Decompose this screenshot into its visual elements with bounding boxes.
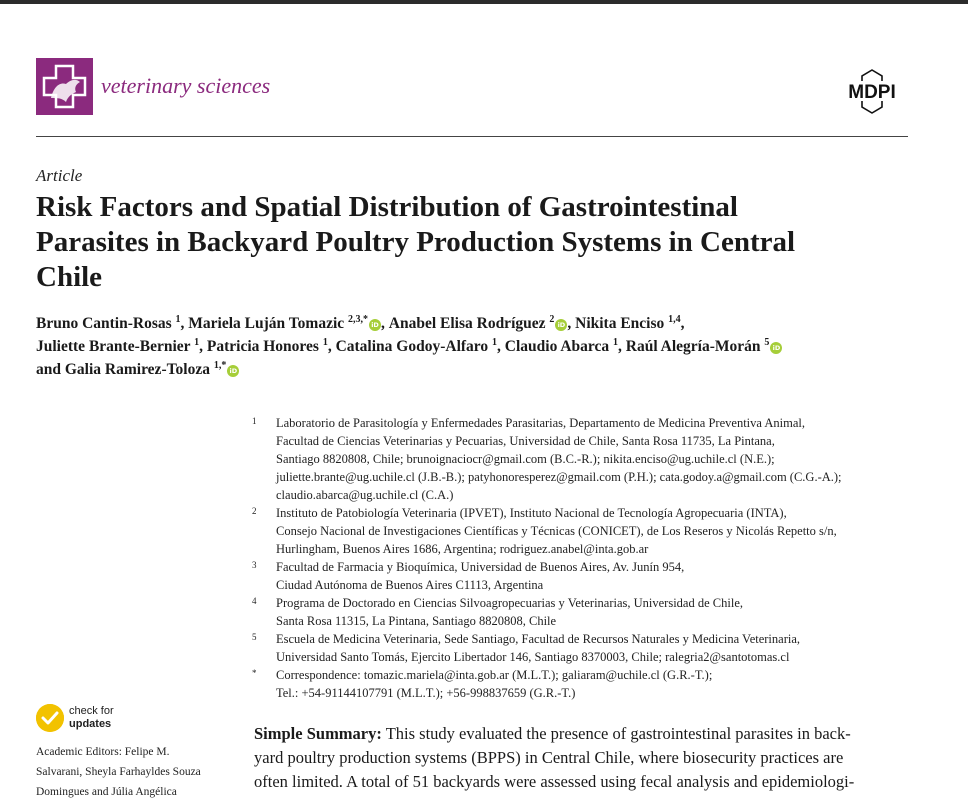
affiliation-mark: 1 <box>252 416 257 426</box>
author[interactable] <box>36 338 207 355</box>
author-affiliation-mark: 1,4 <box>668 314 681 325</box>
author-name: Juliette Brante-Bernier <box>36 338 191 355</box>
summary-line: often limited. A total of 51 backyards were assessed using fecal analysis and epidemiologi- <box>254 772 855 791</box>
orcid-icon[interactable]: iD <box>369 319 381 331</box>
affiliation-line: Hurlingham, Buenos Aires 1686, Argentina; rodriguez.anabel@inta.gob.ar <box>276 542 649 556</box>
author-name: Claudio Abarca <box>504 338 610 355</box>
affiliation-mark: 5 <box>252 632 257 642</box>
affiliation-line: Instituto de Patobiología Veterinaria (IPVET), Instituto Nacional de Tecnología Agropecuaria (INTA), <box>276 506 787 520</box>
author-affiliation-mark: 1 <box>175 314 181 325</box>
author-name: Catalina Godoy-Alfaro <box>335 338 489 355</box>
top-border <box>0 0 968 4</box>
author-separator: , <box>381 315 389 332</box>
author-name: Bruno Cantin-Rosas <box>36 315 172 332</box>
author[interactable] <box>207 338 336 355</box>
affiliation-mark: 2 <box>252 506 257 516</box>
author-prefix: and <box>36 361 65 378</box>
affiliation-line: Ciudad Autónoma de Buenos Aires C1113, Argentina <box>276 578 544 592</box>
author[interactable] <box>36 315 188 332</box>
author-separator: , <box>180 315 189 332</box>
author-separator: , <box>199 338 207 355</box>
affiliation-item <box>252 558 922 594</box>
author[interactable] <box>389 315 575 332</box>
article-title: Risk Factors and Spatial Distribution of Gastrointestinal Parasites in Backyard Poultry Production Systems in Central Chile <box>36 191 796 293</box>
check-updates-label <box>69 705 114 731</box>
author-affiliation-mark: 2,3,* <box>348 314 369 325</box>
affiliation-item <box>252 594 922 630</box>
affiliation-item <box>252 414 922 504</box>
author-affiliation-mark: 1 <box>194 337 200 348</box>
summary-line: yard poultry production systems (BPPS) in Central Chile, where biosecurity practices are <box>254 748 844 767</box>
author-separator: , <box>618 338 626 355</box>
author-name: Raúl Alegría-Morán <box>625 338 761 355</box>
author-affiliation-mark: 1 <box>322 337 328 348</box>
affiliation-item <box>252 630 922 666</box>
author-name: Anabel Elisa Rodríguez <box>388 315 546 332</box>
orcid-icon[interactable]: iD <box>770 342 782 354</box>
affiliation-line: Facultad de Farmacia y Bioquímica, Universidad de Buenos Aires, Av. Junín 954, <box>276 560 685 574</box>
author-separator: , <box>680 315 685 332</box>
editors-line: Academic Editors: Felipe M. <box>36 746 170 758</box>
author-name: Galia Ramirez-Toloza <box>64 361 210 378</box>
author-name: Mariela Luján Tomazic <box>188 315 345 332</box>
author[interactable] <box>336 338 505 355</box>
author-affiliation-mark: 5 <box>764 337 770 348</box>
affiliation-mark: * <box>252 668 257 678</box>
publisher-name: MDPI <box>848 82 896 103</box>
affiliation-item <box>252 666 922 702</box>
affiliation-line: claudio.abarca@ug.uchile.cl (C.A.) <box>276 488 454 502</box>
affiliation-line: Programa de Doctorado en Ciencias Silvoagropecuarias y Veterinarias, Universidad de Chile, <box>276 596 743 610</box>
check-updates-icon <box>36 704 64 732</box>
affiliations <box>252 414 922 702</box>
simple-summary <box>254 722 924 794</box>
author-list <box>36 312 916 381</box>
author[interactable] <box>626 338 783 355</box>
summary-line <box>254 722 924 746</box>
affiliation-line: Santa Rosa 11315, La Pintana, Santiago 8820808, Chile <box>276 614 557 628</box>
author[interactable] <box>188 315 388 332</box>
affiliation-mark: 3 <box>252 560 257 570</box>
mdpi-logo-icon[interactable] <box>835 67 909 115</box>
affiliation-line: Consejo Nacional de Investigaciones Científicas y Técnicas (CONICET), de Los Reseros y Nicolás Repetto s/n, <box>276 524 837 538</box>
check-updates-line2: updates <box>69 718 112 730</box>
affiliation-line: Santiago 8820808, Chile; brunoignaciocr@gmail.com (B.C.-R.); nikita.enciso@ug.uchile.cl (N.E.); <box>276 452 775 466</box>
author-name: Patricia Honores <box>206 338 319 355</box>
affiliation-mark: 4 <box>252 596 257 606</box>
summary-heading: Simple Summary: <box>254 724 382 743</box>
author-separator: , <box>497 338 505 355</box>
summary-text: This study evaluated the presence of gastrointestinal parasites in back- <box>381 724 851 743</box>
affiliation-line: Escuela de Medicina Veterinaria, Sede Santiago, Facultad de Recursos Naturales y Medicina Veterinaria, <box>276 632 801 646</box>
author-affiliation-mark: 1,* <box>213 360 227 371</box>
author-name: Nikita Enciso <box>575 315 665 332</box>
affiliation-item <box>252 504 922 558</box>
affiliation-line: Facultad de Ciencias Veterinarias y Pecuarias, Universidad de Chile, Santa Rosa 11735, La Pintana, <box>276 434 775 448</box>
academic-editors <box>36 742 236 802</box>
author-separator: , <box>327 338 336 355</box>
check-updates-line1: check for <box>69 705 114 717</box>
author-separator: , <box>567 315 576 332</box>
orcid-icon[interactable]: iD <box>555 319 567 331</box>
article-type: Article <box>36 166 83 185</box>
check-for-updates-button[interactable] <box>36 704 146 734</box>
author[interactable] <box>36 361 239 378</box>
author-affiliation-mark: 1 <box>492 337 498 348</box>
affiliation-line: Laboratorio de Parasitología y Enfermedades Parasitarias, Departamento de Medicina Preventiva Animal, <box>276 416 805 430</box>
affiliation-line: juliette.brante@ug.uchile.cl (J.B.-B.); patyhonoresperez@gmail.com (P.H.); cata.godoy.a@gmail.com (C.G.-A.); <box>276 470 842 484</box>
header-divider <box>36 136 908 137</box>
journal-name[interactable]: veterinary sciences <box>101 73 271 98</box>
author-affiliation-mark: 2 <box>549 314 555 325</box>
editors-line: Salvarani, Sheyla Farhayldes Souza <box>36 766 201 778</box>
affiliation-line: Correspondence: tomazic.mariela@inta.gob.ar (M.L.T.); galiaram@uchile.cl (G.R.-T.); <box>276 668 713 682</box>
author-affiliation-mark: 1 <box>613 337 619 348</box>
author[interactable] <box>575 315 684 332</box>
journal-logo-icon[interactable] <box>36 58 93 115</box>
author[interactable] <box>505 338 626 355</box>
affiliation-line: Tel.: +54-91144107791 (M.L.T.); +56-998837659 (G.R.-T.) <box>276 686 576 700</box>
editors-line: Domingues and Júlia Angélica <box>36 786 177 798</box>
affiliation-line: Universidad Santo Tomás, Ejercito Libertador 146, Santiago 8370003, Chile; ralegria2@santotomas.cl <box>276 650 790 664</box>
orcid-icon[interactable]: iD <box>227 365 239 377</box>
